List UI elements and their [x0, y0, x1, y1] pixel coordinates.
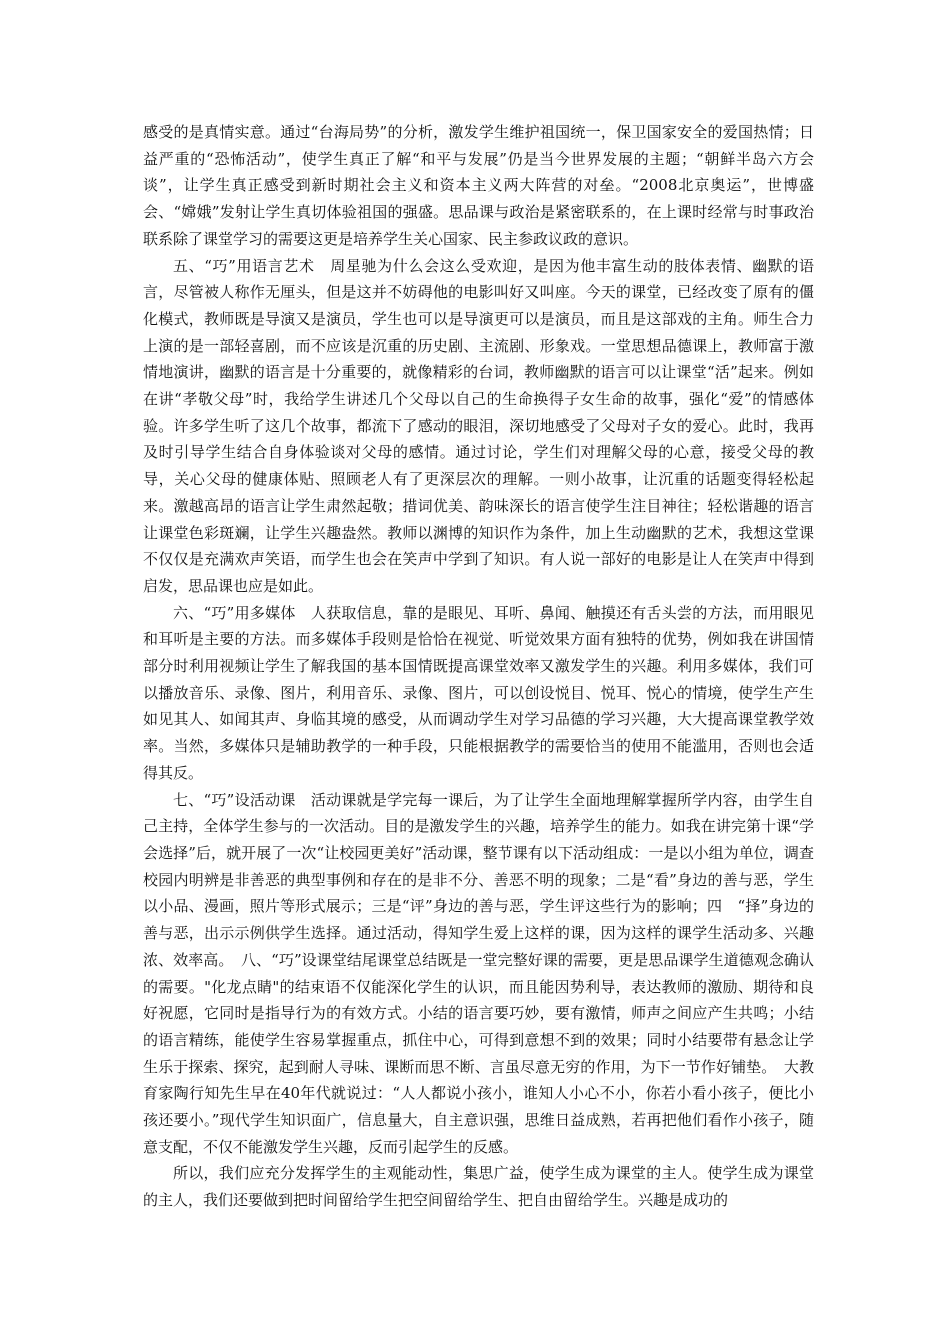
paragraph-section-five: 五、“巧”用语言艺术 周星驰为什么会这么受欢迎，是因为他丰富生动的肢体表情、幽默的语言，尽管被人称作无厘头，但是这并不妨碍他的电影叫好又叫座。今天的课堂，已经改变了原有的僵化模式，教师既是导演又是演员，学生也可以是导演更可以是演员，而且是这部戏的主角。师生合力上演的是一部轻喜剧，而不应该是沉重的历史剧、主流剧、形象戏。一堂思想品德课上，教师富于激情地演讲，幽默的语言是十分重要的，就像精彩的台词，教师幽默的语言可以让课堂“活”起来。例如在讲“孝敬父母”时，我给学生讲述几个父母以自己的生命换得子女生命的故事，强化“爱”的情感体验。许多学生听了这几个故事，都流下了感动的眼泪，深切地感受了父母对子女的爱心。此时，我再及时引导学生结合自身体验谈对父母的感情。通过讨论，学生们对理解父母的心意，接受父母的教导，关心父母的健康体贴、照顾老人有了更深层次的理解。一则小故事，让沉重的话题变得轻松起来。激越高昂的语言让学生肃然起敬；措词优美、韵味深长的语言使学生注目神往；轻松谐趣的语言让课堂色彩斑斓，让学生兴趣盎然。教师以渊博的知识作为条件，加上生动幽默的艺术，我想这堂课不仅仅是充满欢声笑语，而学生也会在笑声中学到了知识。有人说一部好的电影是让人在笑声中得到启发，思品课也应是如此。	[143, 256, 814, 595]
body-text	[143, 119, 814, 1214]
paragraph-conclusion: 所以，我们应充分发挥学生的主观能动性，集思广益，使学生成为课堂的主人。使学生成为课堂的主人，我们还要做到把时间留给学生把空间留给学生、把自由留给学生。兴趣是成功的	[143, 1164, 814, 1210]
paragraph-section-six: 六、“巧”用多媒体 人获取信息，靠的是眼见、耳听、鼻闻、触摸还有舌头尝的方法，而用眼见和耳听是主要的方法。而多媒体手段则是恰恰在视觉、听觉效果方面有独特的优势，例如我在讲国情部分时利用视频让学生了解我国的基本国情既提高课堂效率又激发学生的兴趣。利用多媒体，我们可以播放音乐、录像、图片，利用音乐、录像、图片，可以创设悦目、悦耳、悦心的情境，使学生产生如见其人、如闻其声、身临其境的感受，从而调动学生对学习品德的学习兴趣，大大提高课堂教学效率。当然，多媒体只是辅助教学的一种手段，只能根据教学的需要恰当的使用不能滥用，否则也会适得其反。	[143, 603, 814, 782]
paragraph-intro-continued: 感受的是真情实意。通过“台海局势”的分析，激发学生维护祖国统一，保卫国家安全的爱国热情；日益严重的“恐怖活动”，使学生真正了解“和平与发展”仍是当今世界发展的主题；“朝鲜半岛六方会谈”，让学生真正感受到新时期社会主义和资本主义两大阵营的对垒。“2008北京奥运”，世博盛会、“嫦娥”发射让学生真切体验祖国的强盛。思品课与政治是紧密联系的，在上课时经常与时事政治联系除了课堂学习的需要这更是培养学生关心国家、民主参政议政的意识。	[143, 123, 814, 248]
paragraph-section-seven-eight: 七、“巧”设活动课 活动课就是学完每一课后，为了让学生全面地理解掌握所学内容，由学生自己主持，全体学生参与的一次活动。目的是激发学生的兴趣，培养学生的能力。如我在讲完第十课“学会选择”后，就开展了一次“让校园更美好”活动课，整节课有以下活动组成：一是以小组为单位，调查校园内明辨是非善恶的典型事例和存在的是非不分、善恶不明的现象；二是“看”身边的善与恶，学生以小品、漫画，照片等形式展示；三是“评”身边的善与恶，学生评这些行为的影响；四 “择”身边的善与恶，出示示例供学生选择。通过活动，得知学生爱上这样的课，因为这样的课学生活动多、兴趣浓、效率高。 八、“巧”设课堂结尾课堂总结既是一堂完整好课的需要，更是思品课学生道德观念确认的需要。"化龙点睛"的结束语不仅能深化学生的认识，而且能因势利导，表达教师的激励、期待和良好祝愿，它同时是指导行为的有效方式。小结的语言要巧妙，要有激情，师声之间应产生共鸣；小结的语言精练，能使学生容易掌握重点，抓住中心，可得到意想不到的效果；同时小结要带有悬念让学生乐于探索、探究，起到耐人寻味、课断而思不断、言虽尽意无穷的作用，为下一节作好铺垫。 大教育家陶行知先生早在40年代就说过：“人人都说小孩小，谁知人小心不小，你若小看小孩子，便比小孩还要小。”现代学生知识面广，信息量大，自主意识强，思维日益成熟，若再把他们看作小孩子，随意支配，不仅不能激发学生兴趣，反而引起学生的反感。	[143, 790, 814, 1156]
